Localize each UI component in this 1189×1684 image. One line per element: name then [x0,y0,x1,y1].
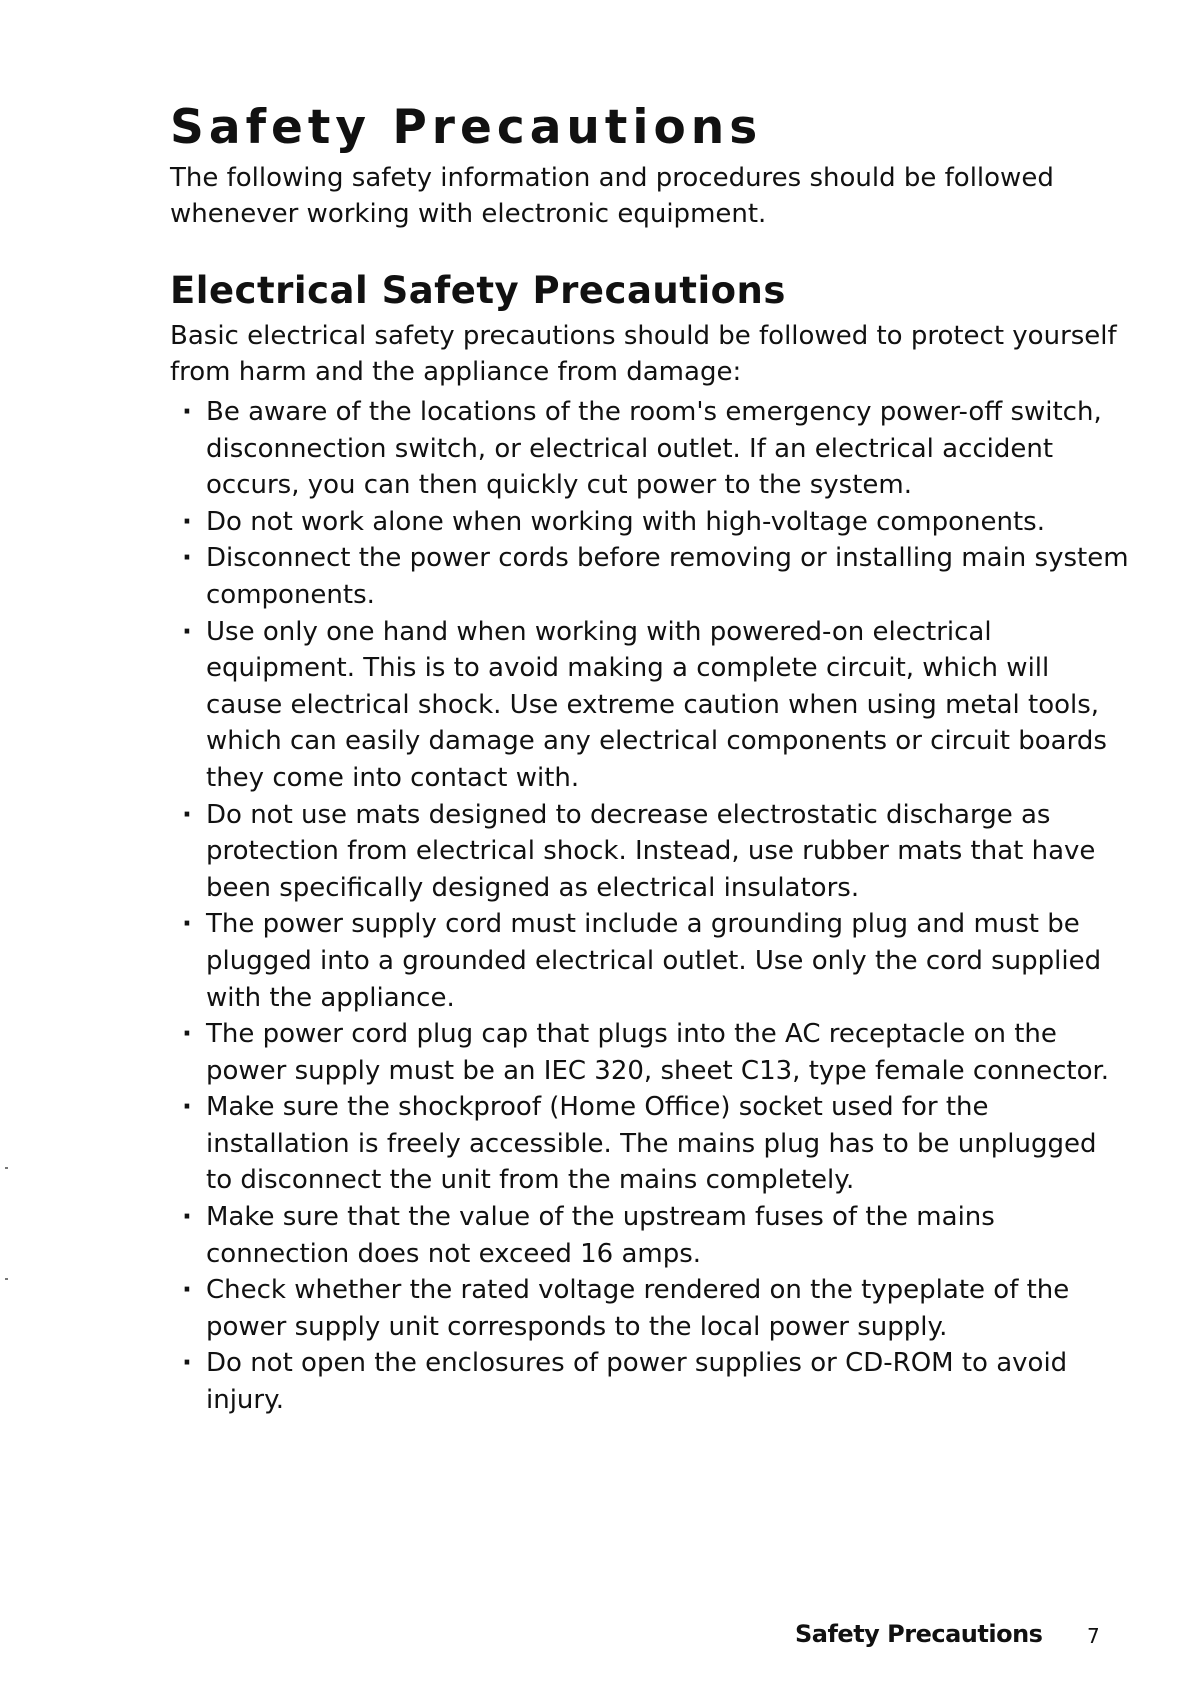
list-item-text: Be aware of the locations of the room's emergency power-off switch, disconnection switch, or electrical outlet. If an electrical accident occurs, you can then quickly cut power to the system. [206,397,1102,501]
list-item-text: Use only one hand when working with powered-on electrical equipment. This is to avoid making a complete circuit, which will cause electrical shock. Use extreme caution when using metal tools, which can easily damage any electrical components or circuit boards they come into contact with. [206,616,1107,793]
list-item [170,504,1130,541]
list-item-text: Do not open the enclosures of power supplies or CD-ROM to avoid injury. [206,1348,1068,1416]
list-item-text: Disconnect the power cords before removing or installing main system components. [206,543,1129,610]
bullet-icon: · [182,506,192,537]
list-item-text: Make sure the shockproof (Home Office) socket used for the installation is freely accessible. The mains plug has to be unplugged to disconnect the unit from the mains completely. [206,1092,1097,1196]
list-item-text: Do not use mats designed to decrease electrostatic discharge as protection from electrical shock. Instead, use rubber mats that have been specifically designed as electrical insulators. [206,799,1096,903]
list-item [170,614,1130,797]
list-item [170,394,1130,504]
list-item [170,1016,1130,1089]
list-item-text: Check whether the rated voltage rendered on the typeplate of the power supply unit corresponds to the local power supply. [206,1275,1070,1342]
bullet-icon: · [182,1275,192,1306]
section-intro: Basic electrical safety precautions should be followed to protect yourself from harm and the appliance from damage: [170,321,1117,387]
bullet-icon: · [182,1019,192,1050]
bullet-icon: · [182,1348,192,1379]
bullet-icon: · [182,799,192,830]
list-item-text: The power supply cord must include a grounding plug and must be plugged into a grounded electrical outlet. Use only the cord supplied with the appliance. [206,909,1102,1013]
bullet-icon: · [182,616,192,647]
bullet-icon: · [182,1092,192,1123]
bullet-icon: · [182,543,192,574]
page-intro: The following safety information and procedures should be followed whenever working with electronic equipment. [170,163,1054,229]
page-title: Safety Precautions [170,100,763,155]
list-item [170,540,1130,613]
list-item [170,1199,1130,1272]
list-item [170,1272,1130,1345]
list-item [170,906,1130,1016]
scan-speck [5,1278,8,1280]
list-item [170,797,1130,907]
page-footer [0,1620,1189,1660]
page-number: 7 [1087,1624,1100,1648]
bullet-icon: · [182,909,192,940]
list-item [170,1345,1130,1418]
list-item-text: The power cord plug cap that plugs into the AC receptacle on the power supply must be an IEC 320, sheet C13, type female connector. [206,1019,1110,1086]
page-content [170,98,1130,1419]
precautions-list [170,394,1130,1419]
list-item-text: Make sure that the value of the upstream fuses of the mains connection does not exceed 16 amps. [206,1202,995,1269]
footer-title: Safety Precautions [795,1620,1043,1648]
bullet-icon: · [182,1202,192,1233]
list-item-text: Do not work alone when working with high-voltage components. [206,506,1045,537]
scan-speck [5,1167,8,1169]
bullet-icon: · [182,397,192,427]
section-title: Electrical Safety Precautions [170,269,786,312]
list-item [170,1089,1130,1199]
